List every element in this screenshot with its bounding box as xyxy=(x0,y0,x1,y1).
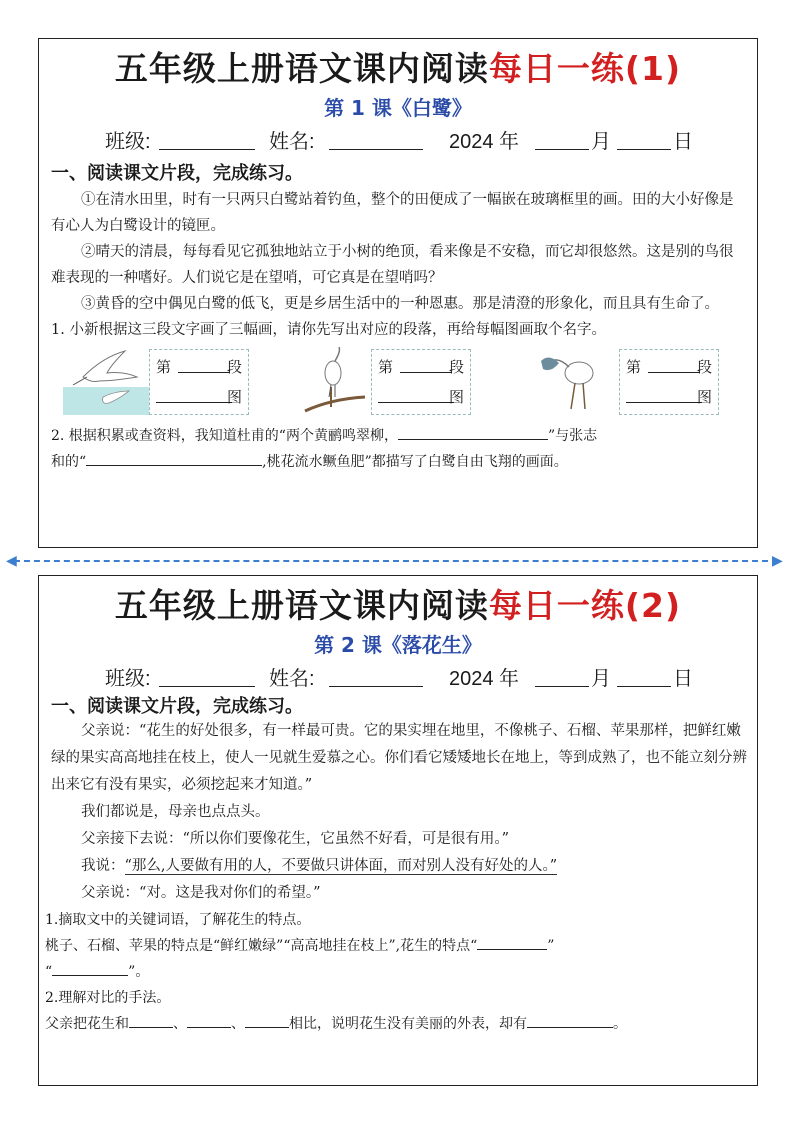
box-di-label: 第 xyxy=(156,358,172,376)
title-daily-practice: 每日一练(1) xyxy=(488,49,682,88)
p4-underlined-quote: “那么,人要做有用的人，不要做只讲体面，而对别人没有好处的人。” xyxy=(124,858,558,874)
box-di-label: 第 xyxy=(626,358,642,376)
q2-text-c: 和的“ xyxy=(51,454,87,470)
student-info-line xyxy=(39,121,757,153)
title-main: 五年级上册语文课内阅读 xyxy=(114,49,489,88)
section-title: 一、阅读课文片段，完成练习。 xyxy=(51,696,303,717)
q2-text-b: 相比，说明花生没有美丽的外表，却有 xyxy=(289,1016,527,1032)
reading-passage xyxy=(39,718,757,907)
box-tu-label: 图 xyxy=(448,388,464,406)
question-2-line xyxy=(45,1011,747,1037)
passage-paragraph-1: 父亲说：“花生的好处很多，有一样最可贵。它的果实埋在地里，不像桃子、石榴、苹果那样，把鲜红嫩绿的果实高高地挂在枝上，使人一见就生爱慕之心。你们看它矮矮地长在地上，等到成熟了，也不能立刻分辨出来它有没有果实，必须挖起来才知道。” xyxy=(51,723,747,793)
class-field[interactable] xyxy=(159,686,255,687)
answer-box-2[interactable] xyxy=(371,349,471,415)
q2-text-a: 父亲把花生和 xyxy=(45,1016,129,1032)
day-field[interactable] xyxy=(617,149,671,150)
answer-box-1[interactable] xyxy=(149,349,249,415)
egret-fishing-picture xyxy=(529,347,621,415)
question-1: 1.摘取文中的关键词语，了解花生的特点。 xyxy=(45,912,311,928)
egret-flying-picture xyxy=(63,347,149,415)
card-divider xyxy=(14,560,778,562)
class-label: 班级: xyxy=(105,668,151,690)
divider-right-arrow-icon: ▶ xyxy=(772,553,783,569)
q2-text-b: ”与张志 xyxy=(547,428,598,444)
day-field[interactable] xyxy=(617,686,671,687)
box-duan-label: 段 xyxy=(448,358,464,376)
year-label: 2024 年 xyxy=(449,668,520,690)
box-duan-label: 段 xyxy=(226,358,242,376)
lesson-title: 第 2 课《落花生》 xyxy=(314,633,482,657)
month-label: 月 xyxy=(591,131,611,153)
passage-paragraph-2: 我们都说是，母亲也点点头。 xyxy=(81,804,270,820)
month-field[interactable] xyxy=(535,149,589,150)
passage-paragraph-3: ③黄昏的空中偶见白鹭的低飞，更是乡居生活中的一种恩惠。那是清澄的形象化，而且具有生命了。 xyxy=(81,296,719,312)
worksheet-title xyxy=(39,580,757,627)
q2-blank-4[interactable] xyxy=(527,1013,613,1028)
class-label: 班级: xyxy=(105,131,151,153)
worksheet-card-1 xyxy=(38,38,758,548)
section-title: 一、阅读课文片段，完成练习。 xyxy=(51,163,303,184)
box-tu-label: 图 xyxy=(226,388,242,406)
q2-sep-1: 、 xyxy=(173,1016,187,1032)
q2-blank-2[interactable] xyxy=(86,451,262,466)
q2-blank-1[interactable] xyxy=(398,425,548,440)
q2-text-d: ,桃花流水鳜鱼肥”都描写了白鹭自由飞翔的画面。 xyxy=(262,454,568,470)
picture-row xyxy=(39,347,757,419)
q2-sep-2: 、 xyxy=(231,1016,245,1032)
reading-passage xyxy=(39,187,757,317)
q2-blank-3[interactable] xyxy=(245,1013,289,1028)
question-2: 2.理解对比的手法。 xyxy=(45,990,171,1006)
worksheet-title xyxy=(39,43,757,90)
passage-paragraph-1: ①在清水田里，时有一只两只白鹭站着钓鱼，整个的田便成了一幅嵌在玻璃框里的画。田的大小好像是有心人为白鹭设计的镜匣。 xyxy=(51,192,734,234)
box-di-label: 第 xyxy=(378,358,394,376)
lesson-title: 第 1 课《白鹭》 xyxy=(324,96,472,120)
answer-box-3[interactable] xyxy=(619,349,719,415)
q2-blank-1[interactable] xyxy=(129,1013,173,1028)
egret-standing-picture xyxy=(301,347,371,415)
passage-paragraph-2: ②晴天的清晨，每每看见它孤独地站立于小树的绝顶，看来像是不安稳，而它却很悠然。这是别的鸟很难表现的一种嗜好。人们说它是在望哨，可它真是在望哨吗？ xyxy=(51,244,734,286)
day-label: 日 xyxy=(673,131,693,153)
q2-text-c: 。 xyxy=(613,1016,627,1032)
p4-speaker: 我说： xyxy=(81,858,125,874)
question-1-line xyxy=(45,933,747,985)
q2-text-a: 2. 根据积累或查资料，我知道杜甫的“两个黄鹂鸣翠柳， xyxy=(51,428,398,444)
q1-text-a: 桃子、石榴、苹果的特点是“鲜红嫩绿”“高高地挂在枝上”,花生的特点“ xyxy=(45,938,478,954)
year-label: 2024 年 xyxy=(449,131,520,153)
passage-paragraph-3: 父亲接下去说：“所以你们要像花生，它虽然不好看，可是很有用。” xyxy=(81,831,510,847)
title-main: 五年级上册语文课内阅读 xyxy=(114,586,489,625)
name-label: 姓名: xyxy=(269,668,315,690)
student-info-line xyxy=(39,658,757,690)
question-2 xyxy=(51,423,747,475)
class-field[interactable] xyxy=(159,149,255,150)
q2-blank-2[interactable] xyxy=(187,1013,231,1028)
q1-text-b: ” xyxy=(547,938,555,954)
day-label: 日 xyxy=(673,668,693,690)
passage-paragraph-5: 父亲说：“对。这是我对你们的希望。” xyxy=(81,885,321,901)
q1-text-c: “ xyxy=(45,964,53,980)
worksheet-card-2 xyxy=(38,575,758,1086)
box-tu-label: 图 xyxy=(696,388,712,406)
name-field[interactable] xyxy=(329,686,423,687)
q1-blank-2[interactable] xyxy=(52,961,128,976)
month-field[interactable] xyxy=(535,686,589,687)
box-duan-label: 段 xyxy=(696,358,712,376)
q1-blank-1[interactable] xyxy=(477,935,547,950)
question-1: 1. 小新根据这三段文字画了三幅画，请你先写出对应的段落，再给每幅图画取个名字。 xyxy=(51,322,606,338)
divider-left-arrow-icon: ◀ xyxy=(6,553,17,569)
name-label: 姓名: xyxy=(269,131,315,153)
title-daily-practice: 每日一练(2) xyxy=(488,586,682,625)
month-label: 月 xyxy=(591,668,611,690)
q1-text-d: ”。 xyxy=(128,964,150,980)
name-field[interactable] xyxy=(329,149,423,150)
passage-paragraph-4 xyxy=(51,853,747,880)
